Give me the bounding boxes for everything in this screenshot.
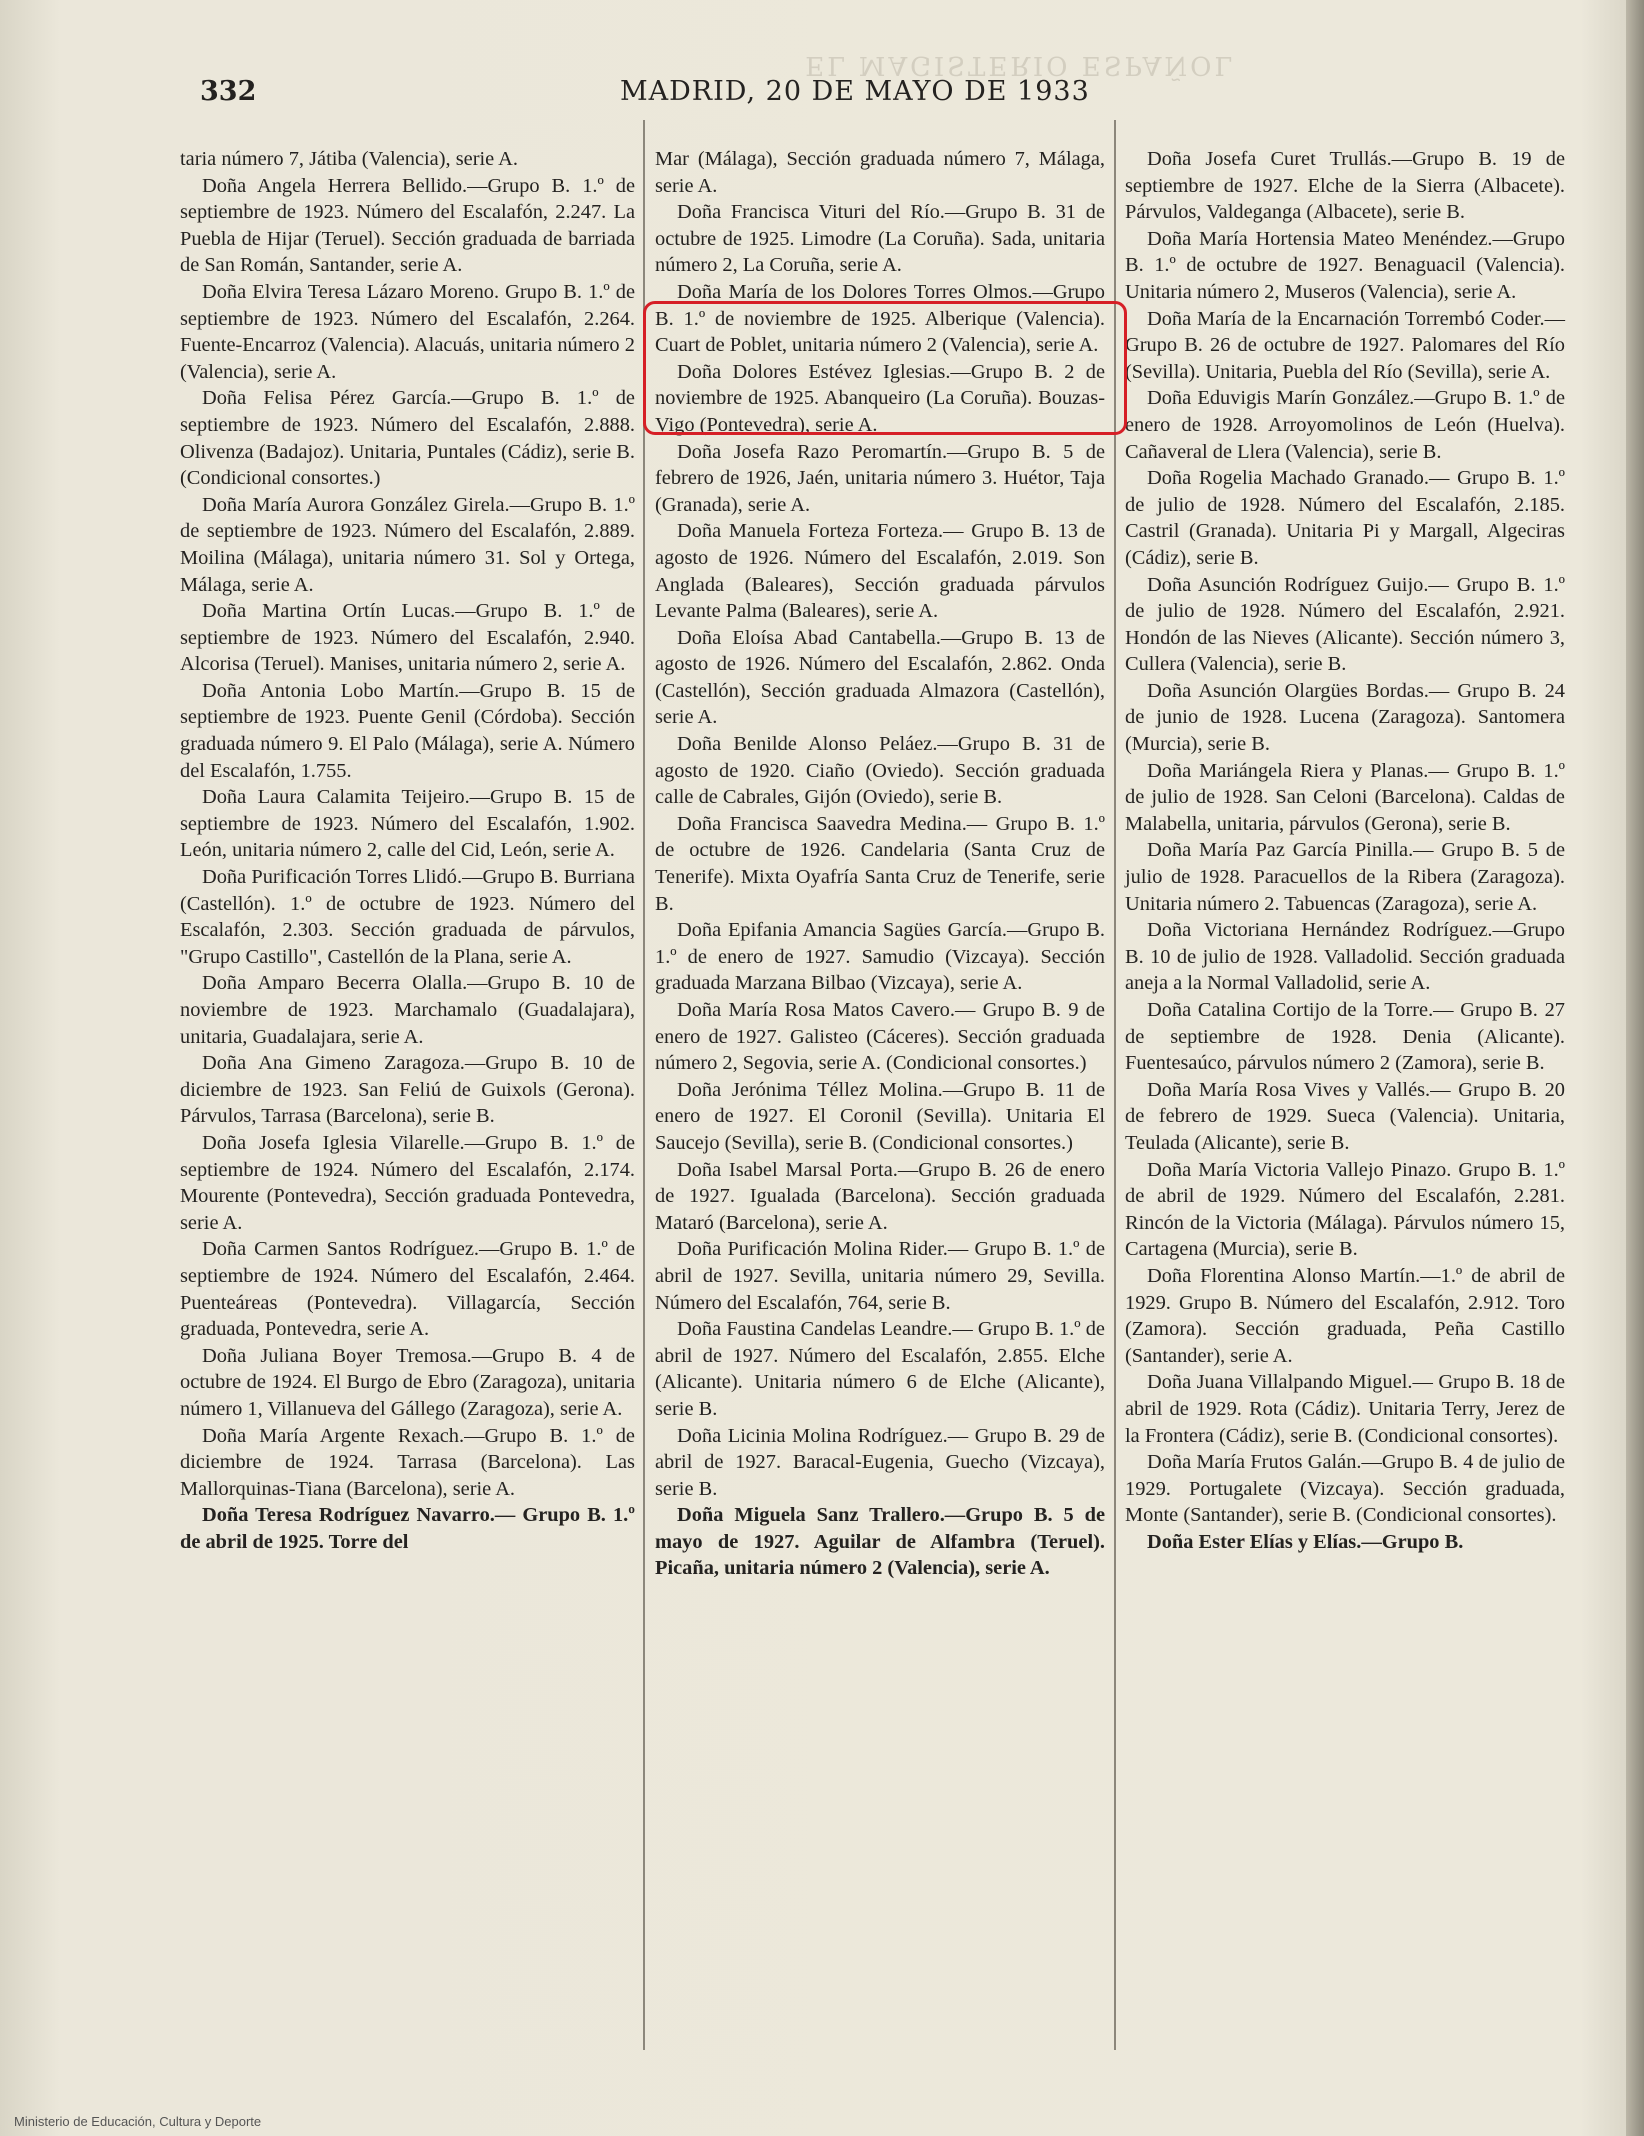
- entry-paragraph: Doña María Aurora González Girela.—Grupo B. 1.º de septiembre de 1923. Número del Escalafón, 2.889. Moilina (Málaga), unitaria número 31. Sol y Ortega, Málaga, serie A.: [180, 493, 635, 596]
- entry-paragraph: Doña María Hortensia Mateo Menéndez.—Grupo B. 1.º de octubre de 1927. Benaguacil (Valencia). Unitaria número 2, Museros (Valencia), serie A.: [1125, 227, 1565, 303]
- entry-paragraph: Doña Mariángela Riera y Planas.— Grupo B. 1.º de julio de 1928. San Celoni (Barcelona). Caldas de Malabella, unitaria, párvulos (Gerona), serie B.: [1125, 759, 1565, 835]
- entry-paragraph: Doña Teresa Rodríguez Navarro.— Grupo B. 1.º de abril de 1925. Torre del: [180, 1504, 635, 1553]
- entry-paragraph: Doña Licinia Molina Rodríguez.— Grupo B. 29 de abril de 1927. Baracal-Eugenia, Guecho (Vizcaya), serie B.: [655, 1424, 1105, 1500]
- entry-paragraph: Doña María Rosa Vives y Vallés.— Grupo B. 20 de febrero de 1929. Sueca (Valencia). Unitaria, Teulada (Alicante), serie B.: [1125, 1078, 1565, 1154]
- entry-paragraph: Doña Isabel Marsal Porta.—Grupo B. 26 de enero de 1927. Igualada (Barcelona). Sección graduada Mataró (Barcelona), serie A.: [655, 1158, 1105, 1234]
- entry-paragraph: Doña María Paz García Pinilla.— Grupo B. 5 de julio de 1928. Paracuellos de la Ribera (Zaragoza). Unitaria número 2. Tabuencas (Zaragoza), serie A.: [1125, 839, 1565, 915]
- page-header: [200, 76, 1620, 116]
- entry-paragraph: Doña Victoriana Hernández Rodríguez.—Grupo B. 10 de julio de 1928. Valladolid. Sección graduada aneja a la Normal Valladolid, serie A.: [1125, 919, 1565, 995]
- entry-paragraph: Doña Jerónima Téllez Molina.—Grupo B. 11 de enero de 1927. El Coronil (Sevilla). Unitaria El Saucejo (Sevilla), serie B. (Condicional consortes.): [655, 1078, 1105, 1154]
- entry-paragraph: Doña Asunción Olargües Bordas.— Grupo B. 24 de junio de 1928. Lucena (Zaragoza). Santomera (Murcia), serie B.: [1125, 679, 1565, 756]
- entry-paragraph: Doña Antonia Lobo Martín.—Grupo B. 15 de septiembre de 1923. Puente Genil (Córdoba). Sección graduada número 9. El Palo (Málaga), serie A. Número del Escalafón, 1.755.: [180, 679, 635, 782]
- entry-paragraph: Doña Manuela Forteza Forteza.— Grupo B. 13 de agosto de 1926. Número del Escalafón, 2.019. Son Anglada (Baleares), Sección graduada párvulos Levante Palma (Baleares), serie A.: [655, 520, 1105, 623]
- entry-paragraph: Doña María Victoria Vallejo Pinazo. Grupo B. 1.º de abril de 1929. Número del Escalafón, 2.281. Rincón de la Victoria (Málaga). Párvulos número 15, Cartagena (Murcia), serie B.: [1125, 1158, 1565, 1261]
- footer-credit: Ministerio de Educación, Cultura y Deporte: [14, 2114, 262, 2129]
- entry-paragraph: Doña Dolores Estévez Iglesias.—Grupo B. 2 de noviembre de 1925. Abanqueiro (La Coruña). Bouzas-Vigo (Pontevedra), serie A.: [655, 360, 1105, 436]
- entry-paragraph: Doña Purificación Torres Llidó.—Grupo B. Burriana (Castellón). 1.º de octubre de 1923. Número del Escalafón, 2.303. Sección graduada de párvulos, "Grupo Castillo", Castellón de la Plana, serie A.: [180, 866, 635, 968]
- entry-paragraph: Doña Francisca Vituri del Río.—Grupo B. 31 de octubre de 1925. Limodre (La Coruña). Sada, unitaria número 2, La Coruña, serie A.: [655, 201, 1105, 277]
- entry-paragraph: Doña Epifania Amancia Sagües García.—Grupo B. 1.º de enero de 1927. Samudio (Vizcaya). Sección graduada Marzana Bilbao (Vizcaya), serie A.: [655, 919, 1105, 995]
- entry-paragraph: Doña María Argente Rexach.—Grupo B. 1.º de diciembre de 1924. Tarrasa (Barcelona). Las Mallorquinas-Tiana (Barcelona), serie A.: [180, 1424, 635, 1500]
- page-edge: [1626, 0, 1644, 2136]
- entry-paragraph: Doña Martina Ortín Lucas.—Grupo B. 1.º de septiembre de 1923. Número del Escalafón, 2.940. Alcorisa (Teruel). Manises, unitaria número 2, serie A.: [180, 600, 635, 676]
- entry-paragraph: Doña Juliana Boyer Tremosa.—Grupo B. 4 de octubre de 1924. El Burgo de Ebro (Zaragoza), unitaria número 1, Villanueva del Gállego (Zaragoza), serie A.: [180, 1344, 635, 1420]
- entry-paragraph: Doña Miguela Sanz Trallero.—Grupo B. 5 de mayo de 1927. Aguilar de Alfambra (Teruel). Picaña, unitaria número 2 (Valencia), serie A.: [655, 1504, 1105, 1580]
- entry-paragraph: Doña Francisca Saavedra Medina.— Grupo B. 1.º de octubre de 1926. Candelaria (Santa Cruz de Tenerife). Mixta Oyafría Santa Cruz de Tenerife, serie B.: [655, 812, 1105, 915]
- entry-paragraph: Doña María Rosa Matos Cavero.— Grupo B. 9 de enero de 1927. Galisteo (Cáceres). Sección graduada número 2, Segovia, serie A. (Condicional consortes.): [655, 999, 1105, 1075]
- bleed-through-masthead: EL MAGISTERIO ESPAÑOL: [805, 50, 1235, 80]
- entry-paragraph: Doña Purificación Molina Rider.— Grupo B. 1.º de abril de 1927. Sevilla, unitaria número 29, Sevilla. Número del Escalafón, 764, serie B.: [655, 1238, 1105, 1314]
- text-column-1: [180, 146, 635, 1555]
- entry-paragraph: Doña Angela Herrera Bellido.—Grupo B. 1.º de septiembre de 1923. Número del Escalafón, 2.247. La Puebla de Hijar (Teruel). Sección graduada de barriada de San Román, Santander, serie A.: [180, 174, 635, 277]
- entry-paragraph: Doña Eloísa Abad Cantabella.—Grupo B. 13 de agosto de 1926. Número del Escalafón, 2.862. Onda (Castellón), Sección graduada Almazora (Castellón), serie A.: [655, 626, 1105, 729]
- entry-paragraph: Doña Florentina Alonso Martín.—1.º de abril de 1929. Grupo B. Número del Escalafón, 2.912. Toro (Zamora). Sección graduada, Peña Castillo (Santander), serie A.: [1125, 1264, 1565, 1367]
- entry-paragraph: Doña Asunción Rodríguez Guijo.— Grupo B. 1.º de julio de 1928. Número del Escalafón, 2.921. Hondón de las Nieves (Alicante). Sección número 3, Cullera (Valencia), serie B.: [1125, 573, 1565, 676]
- entry-paragraph: Doña María de los Dolores Torres Olmos.—Grupo B. 1.º de noviembre de 1925. Alberique (Valencia). Cuart de Poblet, unitaria número 2 (Valencia), serie A.: [655, 280, 1105, 357]
- entry-paragraph: Mar (Málaga), Sección graduada número 7, Málaga, serie A.: [655, 148, 1105, 197]
- entry-paragraph: Doña Felisa Pérez García.—Grupo B. 1.º de septiembre de 1923. Número del Escalafón, 2.888. Olivenza (Badajoz). Unitaria, Puntales (Cádiz), serie B. (Condicional consortes.): [180, 387, 635, 490]
- entry-paragraph: Doña Amparo Becerra Olalla.—Grupo B. 10 de noviembre de 1923. Marchamalo (Guadalajara), unitaria, Guadalajara, serie A.: [180, 972, 635, 1048]
- entry-paragraph: Doña María de la Encarnación Torrembó Coder.—Grupo B. 26 de octubre de 1927. Palomares del Río (Sevilla). Unitaria, Puebla del Río (Sevilla), serie A.: [1125, 307, 1565, 383]
- page-number: 332: [200, 76, 257, 107]
- entry-paragraph: Doña Josefa Curet Trullás.—Grupo B. 19 de septiembre de 1927. Elche de la Sierra (Albacete). Párvulos, Valdeganga (Albacete), serie B.: [1125, 148, 1565, 224]
- entry-paragraph: Doña Rogelia Machado Granado.— Grupo B. 1.º de julio de 1928. Número del Escalafón, 2.185. Castril (Granada). Unitaria Pi y Margall, Algeciras (Cádiz), serie B.: [1125, 467, 1565, 569]
- page-title: MADRID, 20 DE MAYO DE 1933: [620, 76, 1090, 107]
- entry-paragraph: Doña Ana Gimeno Zaragoza.—Grupo B. 10 de diciembre de 1923. San Feliú de Guixols (Gerona). Párvulos, Tarrasa (Barcelona), serie B.: [180, 1052, 635, 1128]
- entry-paragraph: taria número 7, Játiba (Valencia), serie A.: [180, 148, 519, 170]
- entry-paragraph: Doña Laura Calamita Teijeiro.—Grupo B. 15 de septiembre de 1923. Número del Escalafón, 1.902. León, unitaria número 2, calle del Cid, León, serie A.: [180, 786, 635, 862]
- entry-paragraph: Doña Ester Elías y Elías.—Grupo B.: [1147, 1530, 1464, 1553]
- entry-paragraph: Doña Josefa Iglesia Vilarelle.—Grupo B. 1.º de septiembre de 1924. Número del Escalafón, 2.174. Mourente (Pontevedra), Sección graduada Pontevedra, serie A.: [180, 1131, 635, 1234]
- highlight-box: [643, 301, 1127, 435]
- entry-paragraph: Doña Juana Villalpando Miguel.— Grupo B. 18 de abril de 1929. Rota (Cádiz). Unitaria Terry, Jerez de la Frontera (Cádiz), serie B. (Condicional consortes).: [1125, 1371, 1565, 1447]
- entry-paragraph: Doña Benilde Alonso Peláez.—Grupo B. 31 de agosto de 1920. Ciaño (Oviedo). Sección graduada calle de Cabrales, Gijón (Oviedo), serie B.: [655, 733, 1105, 809]
- entry-paragraph: Doña María Frutos Galán.—Grupo B. 4 de julio de 1929. Portugalete (Vizcaya). Sección graduada, Monte (Santander), serie B. (Condicional consortes).: [1125, 1451, 1565, 1527]
- entry-paragraph: Doña Eduvigis Marín González.—Grupo B. 1.º de enero de 1928. Arroyomolinos de León (Huelva). Cañaveral de Llera (Valencia), serie B.: [1125, 387, 1565, 463]
- entry-paragraph: Doña Josefa Razo Peromartín.—Grupo B. 5 de febrero de 1926, Jaén, unitaria número 3. Huétor, Taja (Granada), serie A.: [655, 440, 1105, 516]
- entry-paragraph: Doña Carmen Santos Rodríguez.—Grupo B. 1.º de septiembre de 1924. Número del Escalafón, 2.464. Puenteáreas (Pontevedra). Villagarcía, Sección graduada, Pontevedra, serie A.: [180, 1238, 635, 1341]
- text-column-3: [1125, 146, 1565, 1555]
- entry-paragraph: Doña Elvira Teresa Lázaro Moreno. Grupo B. 1.º de septiembre de 1923. Número del Escalafón, 2.264. Fuente-Encarroz (Valencia). Alacuás, unitaria número 2 (Valencia), serie A.: [180, 280, 635, 383]
- entry-paragraph: Doña Faustina Candelas Leandre.— Grupo B. 1.º de abril de 1927. Número del Escalafón, 2.855. Elche (Alicante). Unitaria número 6 de Elche (Alicante), serie B.: [655, 1318, 1105, 1420]
- entry-paragraph: Doña Catalina Cortijo de la Torre.— Grupo B. 27 de septiembre de 1928. Denia (Alicante). Fuentesaúco, párvulos número 2 (Zamora), serie B.: [1125, 999, 1565, 1075]
